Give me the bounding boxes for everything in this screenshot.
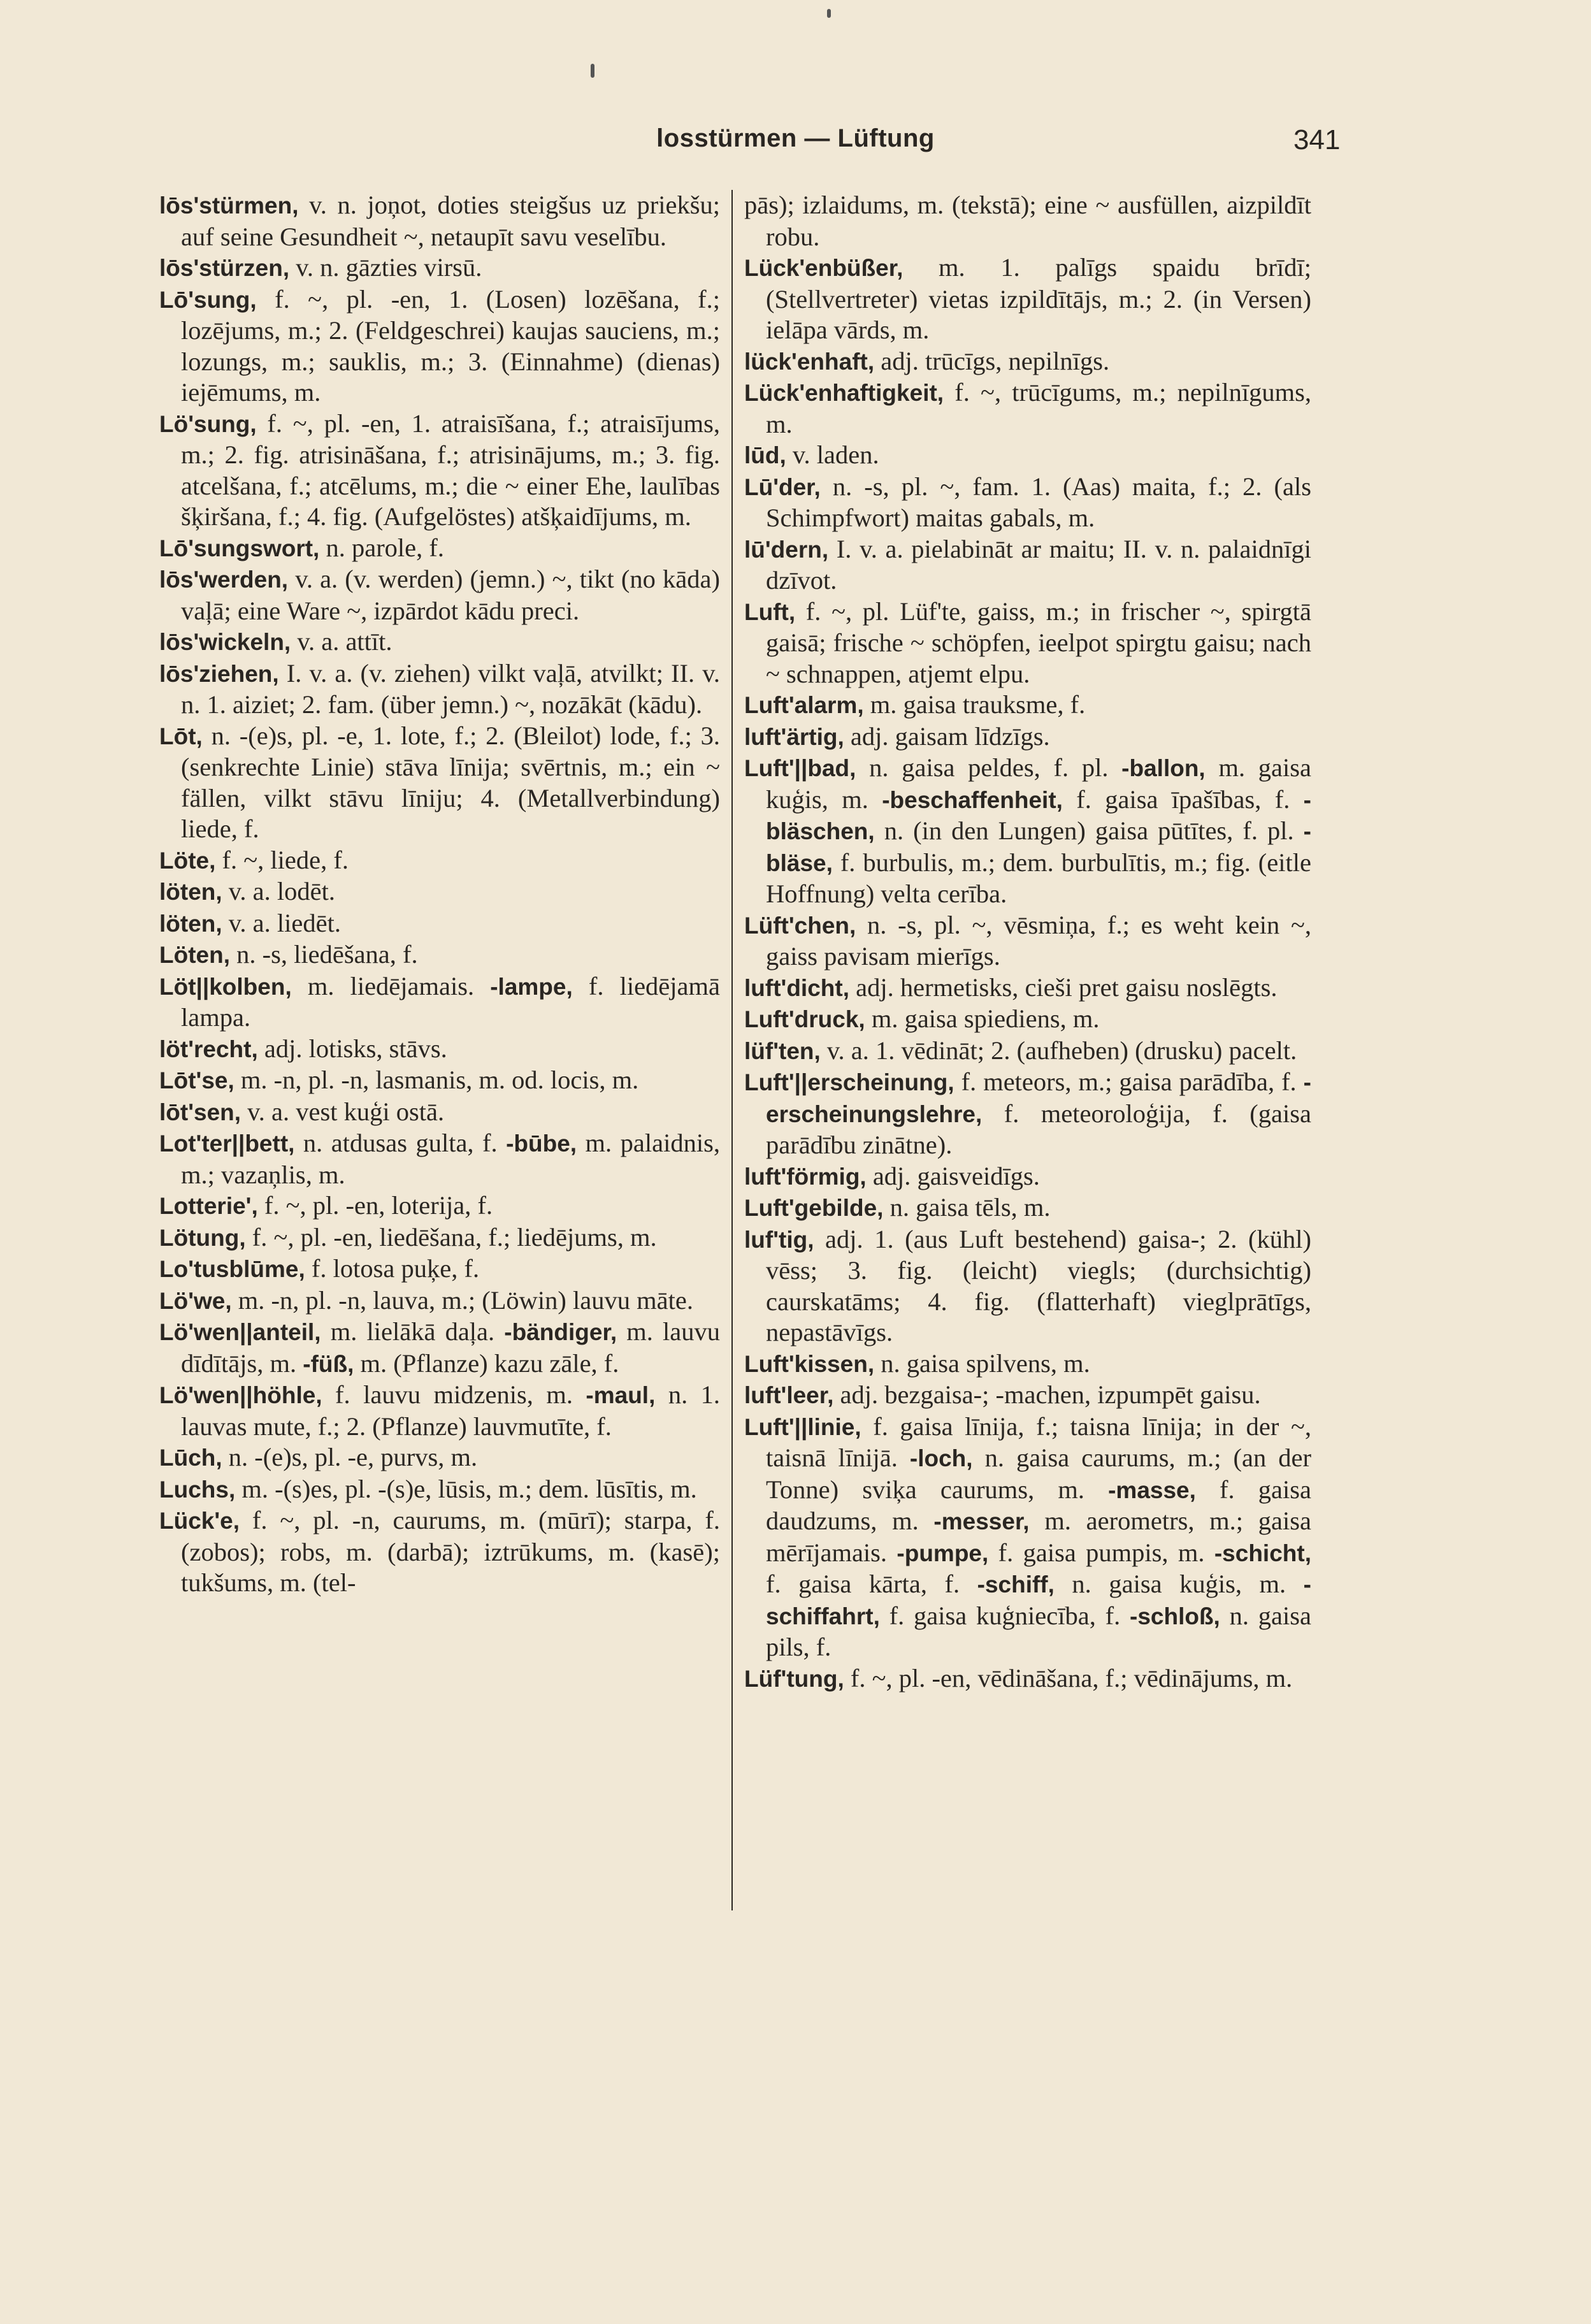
definition: adj. gaisam līdzīgs. — [844, 721, 1050, 751]
headword: Lö'sung, — [159, 410, 257, 437]
headword: -loch, — [909, 1445, 973, 1471]
headword: Lück'e, — [159, 1508, 240, 1534]
dictionary-entry — [159, 626, 720, 658]
running-head: losstürmen — Lüftung — [656, 124, 935, 152]
headword: Lüf'tung, — [744, 1665, 844, 1692]
dictionary-entry — [744, 1348, 1311, 1380]
definition: adj. hermetisks, cieši pret gaisu noslēgts. — [849, 972, 1278, 1002]
headword: Luft'alarm, — [744, 692, 864, 718]
dictionary-entry — [744, 346, 1311, 378]
dictionary-entry — [159, 1065, 720, 1097]
dictionary-entry — [159, 876, 720, 908]
dictionary-entry — [159, 533, 720, 565]
definition: m. aerometrs, m.; gaisa mērījamais. — [766, 1506, 1312, 1567]
dictionary-entry — [159, 408, 720, 533]
definition: I. v. a. pielabināt ar maitu; II. v. n. palaidnīgi dzīvot. — [766, 534, 1311, 595]
definition: n. gaisa pils, f. — [766, 1601, 1311, 1661]
dictionary-entry — [159, 190, 720, 252]
definition: f. lotosa puķe, f. — [305, 1254, 480, 1283]
dictionary-entry — [159, 939, 720, 971]
headword: lōs'ziehen, — [159, 660, 279, 687]
dictionary-entry — [744, 1067, 1311, 1161]
column-divider — [731, 190, 733, 1910]
definition: n. gaisa peldes, f. pl. — [856, 753, 1122, 782]
headword: Löt||kolben, — [159, 973, 292, 1000]
headword: Luft'druck, — [744, 1006, 865, 1032]
definition: adj. trūcīgs, nepilnīgs. — [874, 346, 1110, 375]
headword: luf'tig, — [744, 1226, 814, 1253]
headword: Löten, — [159, 942, 230, 968]
dictionary-entry — [744, 753, 1311, 910]
dictionary-entry — [159, 1190, 720, 1222]
definition: m. gaisa spiediens, m. — [865, 1004, 1100, 1033]
headword: löten, — [159, 910, 222, 937]
dictionary-entry — [744, 1411, 1311, 1663]
dictionary-entry — [744, 472, 1311, 534]
headword: lōs'stürmen, — [159, 192, 299, 219]
headword: Lūch, — [159, 1445, 222, 1471]
headword: -messer, — [933, 1508, 1030, 1534]
dictionary-entry — [159, 1474, 720, 1506]
definition: m. liedējamais. — [291, 971, 491, 1000]
headword: Luchs, — [159, 1476, 236, 1503]
definition: n. -s, liedēšana, f. — [229, 940, 418, 969]
definition: v. a. lodēt. — [222, 877, 335, 906]
definition: pās); izlaidums, m. (tekstā); eine ~ ausfüllen, aizpildīt robu. — [744, 191, 1311, 251]
dictionary-entry — [744, 1224, 1311, 1348]
dictionary-entry — [159, 1317, 720, 1380]
dictionary-entry — [744, 972, 1311, 1004]
headword: Luft, — [744, 598, 796, 625]
headword: Lück'enbüßer, — [744, 255, 903, 281]
dictionary-entry — [159, 1380, 720, 1442]
headword: löten, — [159, 879, 222, 905]
definition: n. gaisa tēls, m. — [883, 1193, 1051, 1222]
definition: v. a. 1. vēdināt; 2. (aufheben) (drusku) pacelt. — [820, 1036, 1297, 1065]
dictionary-entry — [744, 596, 1311, 690]
dictionary-entry — [159, 284, 720, 408]
dictionary-entry — [159, 1222, 720, 1254]
definition: f. liedējamā lampa. — [181, 971, 720, 1032]
definition: v. a. liedēt. — [222, 908, 341, 937]
definition: m. -n, pl. -n, lauva, m.; (Löwin) lauvu māte. — [231, 1285, 693, 1315]
paper-speck — [827, 9, 831, 18]
dictionary-entry — [744, 252, 1311, 346]
definition: m. (Pflanze) kazu zāle, f. — [354, 1348, 619, 1378]
dictionary-entry — [159, 1505, 720, 1599]
definition: v. n. joņot, doties steigšus uz priekšu; auf seine Gesundheit ~, netaupīt savu veselību. — [181, 191, 720, 251]
definition: n. (in den Lungen) gaisa pūtītes, f. pl. — [874, 816, 1304, 845]
headword: Luft'||erscheinung, — [744, 1069, 954, 1095]
definition: adj. lotisks, stāvs. — [257, 1034, 447, 1063]
headword: Lū'der, — [744, 473, 821, 500]
headword: Löte, — [159, 847, 216, 874]
dictionary-entry — [159, 721, 720, 845]
definition: v. n. gāzties virsū. — [289, 253, 482, 282]
headword: Lō'sungswort, — [159, 535, 320, 561]
dictionary-entry — [744, 377, 1311, 440]
definition: m. palaidnis, m.; vazaņlis, m. — [181, 1129, 720, 1189]
definition: m. lauvu dīdītājs, m. — [181, 1317, 720, 1378]
headword: Lo'tusblūme, — [159, 1256, 305, 1282]
left-column — [159, 190, 720, 1599]
definition: f. gaisa kuģniecība, f. — [879, 1601, 1130, 1630]
headword: Lötung, — [159, 1224, 246, 1251]
definition: v. a. (v. werden) (jemn.) ~, tikt (no kāda) vaļā; eine Ware ~, izpārdot kādu preci. — [181, 565, 720, 625]
definition: f. ~, pl. -en, 1. atraisīšana, f.; atraisījums, m.; 2. fig. atrisināšana, f.; atrisinājums, m.; 3. fig. atcelšana, f.; atcēlums, m.; die ~ einer Ehe, laulības šķiršana, f.; 4. fig. (Aufgelöstes) atšķaidījums, m. — [181, 408, 720, 531]
headword: Lö'wen||anteil, — [159, 1319, 321, 1345]
definition: f. ~, pl. Lüf'te, gaiss, m.; in frischer ~, spirgtā gaisā; frische ~ schöpfen, ieelpot spirgtu gaisu; nach ~ schnappen, atjemt elpu. — [766, 596, 1311, 688]
dictionary-entry — [159, 564, 720, 626]
dictionary-entry — [159, 1034, 720, 1065]
dictionary-entry — [159, 1442, 720, 1474]
headword: luft'dicht, — [744, 974, 849, 1001]
definition: f. ~, pl. -en, liedēšana, f.; liedējums, m. — [245, 1222, 657, 1252]
dictionary-entry — [744, 1192, 1311, 1224]
headword: Lotterie', — [159, 1193, 258, 1219]
headword: Lōt, — [159, 723, 203, 749]
headword: -masse, — [1108, 1476, 1196, 1503]
dictionary-entry — [159, 845, 720, 877]
definition: n. -(e)s, pl. -e, 1. lote, f.; 2. (Bleilot) lode, f.; 3. (senkrechte Linie) stāva līnija; svērtnis, m.; ein ~ fällen, vilkt stāvu līniju; 4. (Metallverbindung) liede, f. — [181, 721, 720, 843]
headword: Lö'wen||höhle, — [159, 1382, 322, 1408]
definition: f. ~, trūcīgums, m.; nepilnīgums, m. — [766, 378, 1311, 438]
headword: Lüft'chen, — [744, 912, 856, 939]
headword: luft'förmig, — [744, 1163, 867, 1190]
definition: m. gaisa kuģis, m. — [766, 753, 1312, 814]
headword: Lō'sung, — [159, 286, 257, 313]
headword: Lōt'se, — [159, 1067, 234, 1093]
headword: luft'leer, — [744, 1382, 834, 1408]
definition: m. gaisa trauksme, f. — [863, 690, 1086, 719]
definition: m. 1. palīgs spaidu brīdī; (Stellvertreter) vietas izpildītājs, m.; 2. (in Versen) ielāpa vārds, m. — [766, 253, 1311, 344]
headword: lūd, — [744, 442, 786, 468]
headword: -ballon, — [1121, 755, 1206, 781]
page-number: 341 — [1293, 124, 1341, 155]
dictionary-entry — [744, 1161, 1311, 1193]
dictionary-entry — [159, 1097, 720, 1129]
headword: Luft'||linie, — [744, 1413, 861, 1440]
dictionary-entry — [744, 190, 1311, 252]
definition: f. ~, liede, f. — [215, 845, 349, 874]
definition: v. a. attīt. — [291, 627, 392, 656]
definition: f. gaisa īpašības, f. — [1062, 784, 1304, 814]
dictionary-entry — [159, 908, 720, 940]
dictionary-entry — [744, 534, 1311, 596]
definition: n. parole, f. — [319, 533, 445, 562]
dictionary-entry — [159, 1285, 720, 1317]
headword: Lot'ter||bett, — [159, 1130, 295, 1157]
dictionary-entry — [744, 440, 1311, 472]
headword: lüf'ten, — [744, 1037, 821, 1064]
definition: f. ~, pl. -en, 1. (Losen) lozēšana, f.; lozējums, m.; 2. (Feldgeschrei) kaujas sauciens, m.; lozungs, m.; sauklis, m.; 3. (Einnahme) (dienas) iejēmums, m. — [181, 284, 720, 407]
definition: m. lielākā daļa. — [320, 1317, 505, 1346]
headword: -erscheinungslehre, — [766, 1069, 1311, 1127]
definition: n. atdusas gulta, f. — [294, 1129, 507, 1157]
headword: -lampe, — [490, 973, 573, 1000]
dictionary-entry — [744, 1380, 1311, 1411]
definition: adj. 1. (aus Luft bestehend) gaisa-; 2. (kühl) vēss; 3. fig. (leicht) viegls; (durchsichtig) caurskatāms; 4. fig. (flatterhaft) vieglprātīgs, nepastāvīgs. — [766, 1224, 1311, 1346]
definition: f. gaisa kārta, f. — [766, 1570, 977, 1598]
headword: lōs'wickeln, — [159, 629, 291, 655]
definition: f. gaisa pumpis, m. — [988, 1538, 1214, 1567]
dictionary-entry — [159, 252, 720, 284]
definition: f. lauvu midzenis, m. — [322, 1380, 586, 1409]
definition: m. -(s)es, pl. -(s)e, lūsis, m.; dem. lūsītis, m. — [235, 1474, 697, 1503]
dictionary-entry — [159, 658, 720, 721]
headword: -pumpe, — [896, 1540, 989, 1566]
definition: f. ~, pl. -en, loterija, f. — [257, 1191, 493, 1220]
headword: lōs'stürzen, — [159, 255, 290, 281]
dictionary-entry — [744, 910, 1311, 972]
dictionary-entry — [159, 1253, 720, 1285]
headword: -maul, — [586, 1382, 656, 1408]
definition: adj. gaisveidīgs. — [866, 1161, 1040, 1190]
dictionary-entry — [744, 721, 1311, 753]
definition: f. gaisa daudzums, m. — [766, 1475, 1311, 1535]
headword: -schiff, — [977, 1571, 1055, 1598]
headword: luft'ärtig, — [744, 723, 844, 750]
headword: -schiffahrt, — [766, 1571, 1311, 1629]
right-column — [744, 190, 1311, 1694]
definition: f. ~, pl. -en, vēdināšana, f.; vēdinājums, m. — [844, 1663, 1293, 1692]
headword: Luft'gebilde, — [744, 1195, 884, 1221]
definition: v. laden. — [786, 440, 879, 469]
headword: -schloß, — [1130, 1603, 1220, 1629]
headword: -schicht, — [1214, 1540, 1311, 1566]
headword: Lück'enhaftigkeit, — [744, 380, 944, 406]
headword: lōt'sen, — [159, 1099, 241, 1125]
definition: v. a. vest kuģi ostā. — [241, 1097, 445, 1126]
definition: m. -n, pl. -n, lasmanis, m. od. locis, m. — [234, 1065, 639, 1094]
definition: n. gaisa caurums, m.; (an der Tonne) sviķa caurums, m. — [766, 1443, 1311, 1504]
dictionary-entry — [744, 689, 1311, 721]
headword: -bläschen, — [766, 786, 1311, 844]
headword: Lö'we, — [159, 1287, 232, 1314]
definition: n. gaisa spilvens, m. — [874, 1348, 1090, 1378]
headword: -būbe, — [506, 1130, 577, 1157]
headword: lück'enhaft, — [744, 348, 875, 375]
definition: f. meteors, m.; gaisa parādība, f. — [954, 1067, 1304, 1096]
headword: löt'recht, — [159, 1036, 258, 1062]
definition: n. gaisa kuģis, m. — [1054, 1570, 1304, 1598]
headword: Luft'kissen, — [744, 1350, 875, 1377]
headword: -füß, — [303, 1350, 354, 1377]
headword: lū'dern, — [744, 536, 829, 563]
dictionary-entry — [159, 1128, 720, 1190]
definition: I. v. a. (v. ziehen) vilkt vaļā, atvilkt; II. v. n. 1. aiziet; 2. fam. (über jemn.) ~, nozākāt (kādu). — [181, 658, 720, 719]
definition: n. 1. lauvas mute, f.; 2. (Pflanze) lauvmutīte, f. — [181, 1380, 721, 1441]
definition: n. -s, pl. ~, vēsmiņa, f.; es weht kein ~, gaiss pavisam mierīgs. — [766, 910, 1311, 971]
definition: f. meteoroloģija, f. (gaisa parādību zinātne). — [766, 1099, 1311, 1159]
definition: n. -(e)s, pl. -e, purvs, m. — [222, 1443, 478, 1471]
dictionary-entry — [744, 1004, 1311, 1036]
headword: -bläse, — [766, 818, 1311, 876]
headword: -beschaffenheit, — [882, 786, 1063, 813]
headword: lōs'werden, — [159, 567, 289, 593]
definition: f. ~, pl. -n, caurums, m. (mūrī); starpa, f. (zobos); robs, m. (darbā); iztrūkums, m. (kasē); tukšums, m. (tel- — [181, 1506, 720, 1597]
dictionary-entry — [744, 1663, 1311, 1695]
headword: -bändiger, — [504, 1319, 617, 1345]
definition: f. burbulis, m.; dem. burbulītis, m.; fig. (eitle Hoffnung) velta cerība. — [766, 848, 1311, 908]
definition: n. -s, pl. ~, fam. 1. (Aas) maita, f.; 2. (als Schimpfwort) maitas gabals, m. — [766, 472, 1311, 532]
definition: f. gaisa līnija, f.; taisna līnija; in der ~, taisnā līnijā. — [766, 1411, 1311, 1472]
dictionary-entry — [159, 971, 720, 1034]
paper-speck — [591, 64, 594, 78]
dictionary-entry — [744, 1036, 1311, 1067]
headword: Luft'||bad, — [744, 755, 856, 781]
definition: adj. bezgaisa-; -machen, izpumpēt gaisu. — [833, 1380, 1261, 1409]
